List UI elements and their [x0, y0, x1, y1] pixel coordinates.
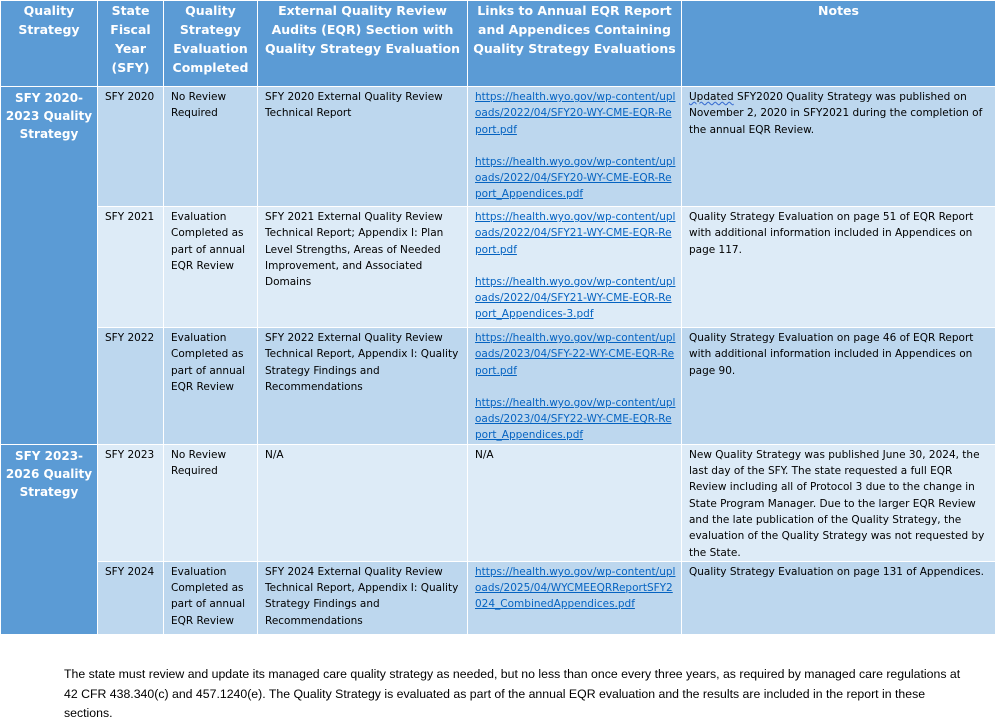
sfy-cell: SFY 2020 [98, 87, 164, 207]
notes-cell: Quality Strategy Evaluation on page 131 of Appendices. [682, 561, 995, 634]
evaluation-cell: Evaluation Completed as part of annual EQR Review [164, 207, 258, 328]
table-row [1, 328, 995, 445]
eqr-appendices-link[interactable]: https://health.wyo.gov/wp-content/uploads/2023/04/SFY22-WY-CME-EQR-Report_Appendices.pdf [475, 395, 677, 444]
eqr-section-cell: SFY 2021 External Quality Review Technical Report; Appendix I: Plan Level Strengths, Areas of Needed Improvement, and Associated Domains [258, 207, 468, 328]
evaluation-cell: No Review Required [164, 444, 258, 561]
table-header-row [1, 1, 995, 87]
evaluation-cell: Evaluation Completed as part of annual EQR Review [164, 328, 258, 445]
links-cell [468, 328, 682, 445]
header-eqr-section: External Quality Review Audits (EQR) Section with Quality Strategy Evaluation [258, 1, 468, 87]
links-cell [468, 561, 682, 634]
table-row [1, 444, 995, 561]
sfy-cell: SFY 2022 [98, 328, 164, 445]
eqr-report-link[interactable]: https://health.wyo.gov/wp-content/uploads/2023/04/SFY-22-WY-CME-EQR-Report.pdf [475, 330, 677, 379]
header-links: Links to Annual EQR Report and Appendices Containing Quality Strategy Evaluations [468, 1, 682, 87]
table-row [1, 87, 995, 207]
group-label-2023-2026: SFY 2023-2026 Quality Strategy [1, 444, 98, 634]
sfy-cell: SFY 2024 [98, 561, 164, 634]
eqr-section-cell: SFY 2022 External Quality Review Technical Report, Appendix I: Quality Strategy Findings and Recommendations [258, 328, 468, 445]
header-notes: Notes [682, 1, 995, 87]
links-cell [468, 207, 682, 328]
header-quality-strategy: Quality Strategy [1, 1, 98, 87]
header-evaluation-completed: Quality Strategy Evaluation Completed [164, 1, 258, 87]
footnote-paragraph: The state must review and update its managed care quality strategy as needed, but no less than once every three years, as required by managed care regulations at 42 CFR 438.340(c) and 457.1240(e). The Quality Strategy is evaluated as part of the annual EQR evaluation and the results are included in the report in these sections. [64, 665, 964, 724]
evaluation-cell: Evaluation Completed as part of annual EQR Review [164, 561, 258, 634]
notes-lead-word: Updated [689, 91, 734, 103]
notes-cell [682, 87, 995, 207]
table-row [1, 207, 995, 328]
notes-text: SFY2020 Quality Strategy was published on November 2, 2020 in SFY2021 during the completion of the annual EQR Review. [689, 91, 982, 136]
header-state-fiscal-year: State Fiscal Year (SFY) [98, 1, 164, 87]
evaluation-cell: No Review Required [164, 87, 258, 207]
eqr-appendices-link[interactable]: https://health.wyo.gov/wp-content/uploads/2022/04/SFY20-WY-CME-EQR-Report_Appendices.pdf [475, 154, 677, 203]
eqr-appendices-link[interactable]: https://health.wyo.gov/wp-content/uploads/2022/04/SFY21-WY-CME-EQR-Report_Appendices-3.pdf [475, 274, 677, 323]
combined-appendices-link[interactable]: https://health.wyo.gov/wp-content/uploads/2025/04/WYCMEEQRReportSFY2024_CombinedAppendices.pdf [475, 564, 677, 613]
eqr-report-link[interactable]: https://health.wyo.gov/wp-content/uploads/2022/04/SFY20-WY-CME-EQR-Report.pdf [475, 89, 677, 138]
links-cell [468, 87, 682, 207]
notes-cell: Quality Strategy Evaluation on page 46 of EQR Report with additional information included in Appendices on page 90. [682, 328, 995, 445]
eqr-report-link[interactable]: https://health.wyo.gov/wp-content/uploads/2022/04/SFY21-WY-CME-EQR-Report.pdf [475, 209, 677, 258]
sfy-cell: SFY 2023 [98, 444, 164, 561]
eqr-section-cell: SFY 2020 External Quality Review Technical Report [258, 87, 468, 207]
eqr-section-cell: SFY 2024 External Quality Review Technical Report, Appendix I: Quality Strategy Findings and Recommendations [258, 561, 468, 634]
links-cell: N/A [468, 444, 682, 561]
table-row [1, 561, 995, 634]
group-label-2020-2023: SFY 2020-2023 Quality Strategy [1, 87, 98, 445]
eqr-section-cell: N/A [258, 444, 468, 561]
notes-cell: Quality Strategy Evaluation on page 51 of EQR Report with additional information included in Appendices on page 117. [682, 207, 995, 328]
sfy-cell: SFY 2021 [98, 207, 164, 328]
notes-cell: New Quality Strategy was published June 30, 2024, the last day of the SFY. The state requested a full EQR Review including all of Protocol 3 due to the change in State Program Manager. Due to the larger EQR Review and the late publication of the Quality Strategy, the evaluation of the Quality Strategy was not requested by the State. [682, 444, 995, 561]
